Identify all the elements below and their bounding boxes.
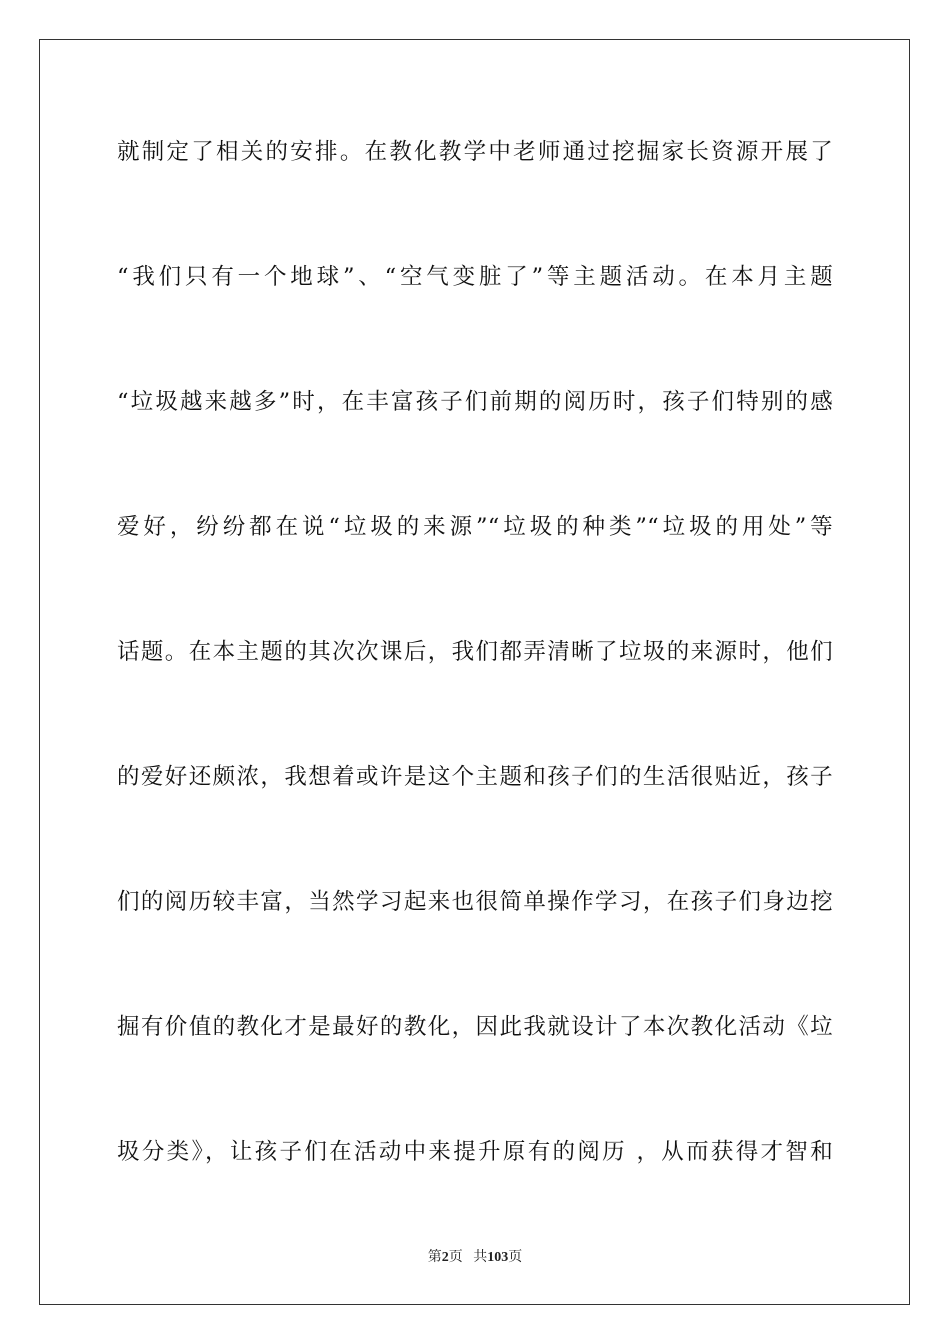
text-line-4: 爱好，纷纷都在说“垃圾的来源”“垃圾的种类”“垃圾的用处”等 (117, 514, 833, 540)
text-line-2: “我们只有一个地球”、“空气变脏了”等主题活动。在本月主题 (117, 264, 833, 290)
text-line-5: 话题。在本主题的其次次课后，我们都弄清晰了垃圾的来源时，他们 (117, 639, 833, 665)
footer-page-suffix: 页 (448, 1250, 463, 1265)
text-line-1: 就制定了相关的安排。在教化教学中老师通过挖掘家长资源开展了 (117, 139, 833, 165)
footer-page-number: 2 (441, 1250, 449, 1265)
text-line-3: “垃圾越来越多”时，在丰富孩子们前期的阅历时，孩子们特别的感 (117, 389, 833, 415)
text-line-6: 的爱好还颇浓，我想着或许是这个主题和孩子们的生活很贴近，孩子 (117, 764, 833, 790)
text-line-8: 掘有价值的教化才是最好的教化，因此我就设计了本次教化活动《垃 (117, 1014, 833, 1040)
footer-total-prefix: 共 (473, 1250, 488, 1265)
footer-total-suffix: 页 (508, 1250, 523, 1265)
text-line-7: 们的阅历较丰富，当然学习起来也很简单操作学习，在孩子们身边挖 (117, 889, 833, 915)
document-body (117, 130, 833, 1255)
page-footer (0, 1246, 950, 1266)
footer-page-prefix: 第 (427, 1250, 442, 1265)
text-line-9: 圾分类》，让孩子们在活动中来提升原有的阅历 ，从而获得才智和 (117, 1139, 833, 1165)
footer-total-pages: 103 (487, 1250, 509, 1265)
